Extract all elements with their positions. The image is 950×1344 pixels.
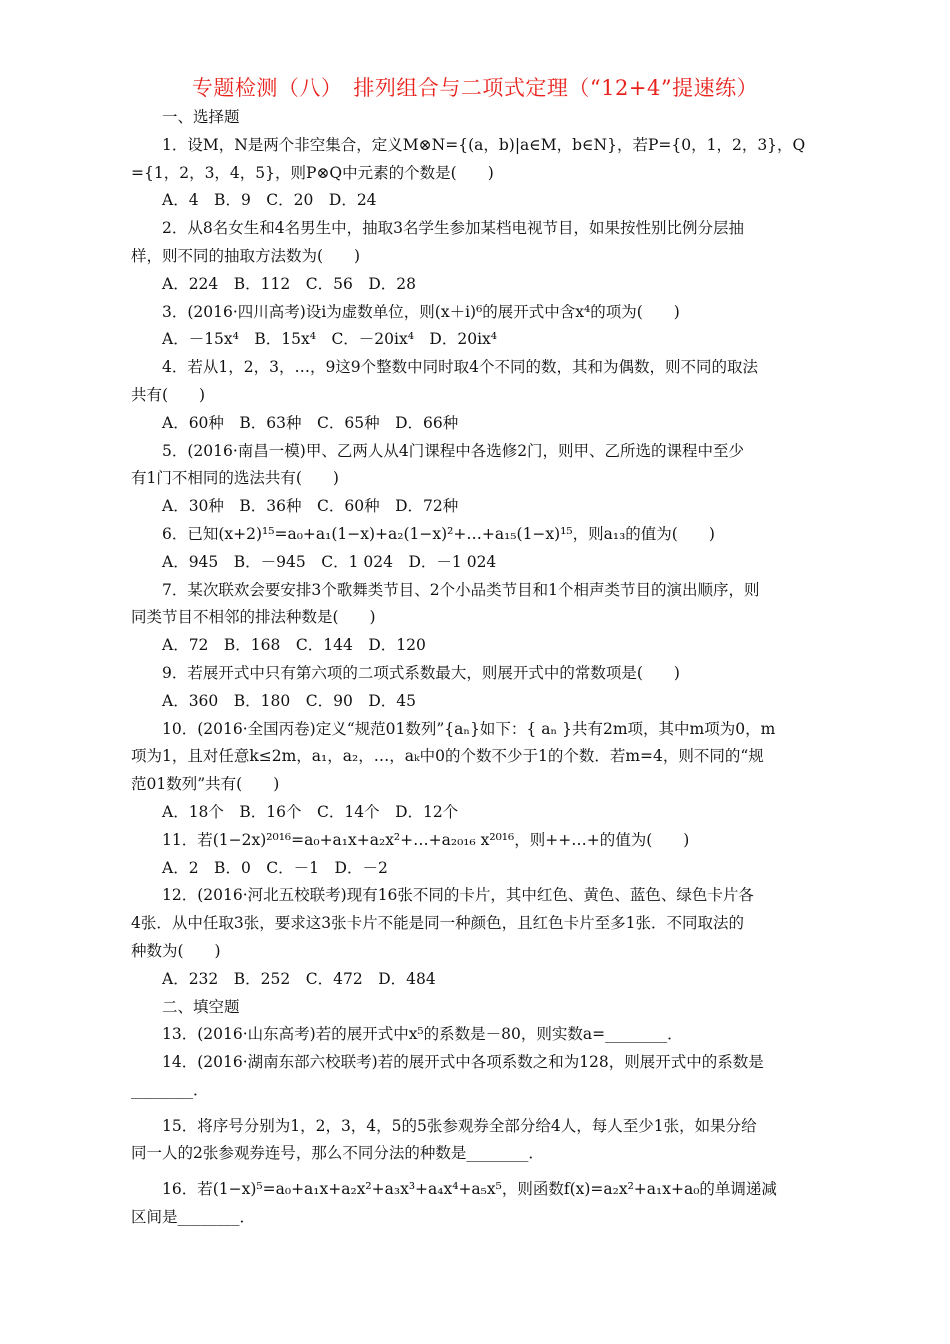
answer-options: A．18个 B．16个 C．14个 D．12个 — [162, 802, 459, 821]
question-text: 种数为( ) — [131, 941, 221, 960]
question-13 — [131, 1021, 819, 1049]
question-text: 区间是________． — [131, 1208, 256, 1227]
question-text: 样，则不同的抽取方法数为( ) — [131, 246, 361, 265]
spacer — [131, 1105, 819, 1113]
page-title: 专题检测（八） 排列组合与二项式定理（“12+4”提速练） — [191, 76, 759, 100]
question-14 — [131, 1049, 819, 1105]
question-text: 10．(2016·全国丙卷)定义“规范01数列”{aₙ}如下：{ aₙ }共有2m项，其中m项为0，m — [162, 719, 776, 738]
question-text: 15．将序号分别为1，2，3，4，5的5张参观券全部分给4人，每人至少1张，如果分给 — [162, 1116, 757, 1135]
answer-options: A．224 B．112 C．56 D．28 — [162, 274, 416, 293]
question-text: 4．若从1，2，3，…，9这9个整数中同时取4个不同的数，其和为偶数，则不同的取法 — [162, 358, 759, 377]
question-10 — [131, 716, 819, 827]
answer-options: A．2 B．0 C．－1 D．－2 — [162, 858, 388, 877]
question-text: 7．某次联欢会要安排3个歌舞类节目、2个小品类节目和1个相声类节目的演出顺序，则 — [162, 580, 760, 599]
question-text: ________． — [131, 1080, 209, 1099]
answer-options: A．－15x⁴ B．15x⁴ C．－20ix⁴ D．20ix⁴ — [162, 330, 497, 349]
question-text: 5．(2016·南昌一模)甲、乙两人从4门课程中各选修2门，则甲、乙所选的课程中至少 — [162, 441, 745, 460]
question-15 — [131, 1113, 819, 1169]
answer-options: A．30种 B．36种 C．60种 D．72种 — [162, 497, 459, 516]
question-text: 共有( ) — [131, 385, 206, 404]
question-text: 9．若展开式中只有第六项的二项式系数最大，则展开式中的常数项是( ) — [162, 663, 680, 682]
question-text: 同类节目不相邻的排法种数是( ) — [131, 608, 376, 627]
question-11 — [131, 827, 819, 883]
answer-options: A．232 B．252 C．472 D．484 — [162, 969, 436, 988]
question-12 — [131, 882, 819, 993]
document-body — [131, 104, 819, 1232]
question-6 — [131, 521, 819, 577]
question-5 — [131, 438, 819, 521]
answer-options: A．72 B．168 C．144 D．120 — [162, 636, 426, 655]
question-7 — [131, 577, 819, 660]
question-text: 2．从8名女生和4名男生中，抽取3名学生参加某档电视节目，如果按性别比例分层抽 — [162, 219, 744, 238]
question-text: 范01数列”共有( ) — [131, 775, 280, 794]
question-text: 1．设M，N是两个非空集合，定义M⊗N={(a，b)|a∈M，b∈N}，若P={0，1，2，3}，Q — [162, 135, 806, 154]
question-text: 同一人的2张参观券连号，那么不同分法的种数是________． — [131, 1144, 544, 1163]
question-text: ={1，2，3，4，5}，则P⊗Q中元素的个数是( ) — [131, 163, 494, 182]
question-3 — [131, 299, 819, 355]
question-16 — [131, 1176, 819, 1232]
question-text: 4张．从中任取3张，要求这3张卡片不能是同一种颜色，且红色卡片至多1张．不同取法的 — [131, 914, 744, 933]
question-text: 6．已知(x+2)¹⁵=a₀+a₁(1−x)+a₂(1−x)²+…+a₁₅(1−x)¹⁵，则a₁₃的值为( ) — [162, 524, 715, 543]
question-text: 12．(2016·河北五校联考)现有16张不同的卡片，其中红色、黄色、蓝色、绿色卡片各 — [162, 886, 754, 905]
question-text: 16．若(1−x)⁵=a₀+a₁x+a₂x²+a₃x³+a₄x⁴+a₅x⁵，则函数f(x)=a₂x²+a₁x+a₀的单调递减 — [162, 1180, 777, 1199]
section-heading-choice: 一、选择题 — [162, 108, 240, 126]
question-text: 14．(2016·湖南东部六校联考)若的展开式中各项系数之和为128，则展开式中的系数是 — [162, 1053, 764, 1072]
spacer — [131, 1168, 819, 1176]
question-text: 项为1，且对任意k≤2m，a₁，a₂，…，aₖ中0的个数不少于1的个数．若m=4，则不同的“规 — [131, 747, 764, 766]
section-heading-fill: 二、填空题 — [162, 997, 240, 1016]
question-text: 13．(2016·山东高考)若的展开式中x⁵的系数是－80，则实数a=________． — [162, 1025, 683, 1044]
answer-options: A．60种 B．63种 C．65种 D．66种 — [162, 413, 459, 432]
question-2 — [131, 215, 819, 298]
question-text: 11．若(1−2x)²⁰¹⁶=a₀+a₁x+a₂x²+…+a₂₀₁₆ x²⁰¹⁶，则++…+的值为( ) — [162, 830, 690, 849]
answer-options: A．945 B．－945 C．1 024 D．－1 024 — [162, 552, 497, 571]
question-text: 3．(2016·四川高考)设i为虚数单位，则(x＋i)⁶的展开式中含x⁴的项为( ) — [162, 302, 680, 321]
question-1 — [131, 132, 819, 215]
question-9 — [131, 660, 819, 716]
answer-options: A．360 B．180 C．90 D．45 — [162, 691, 416, 710]
question-text: 有1门不相同的选法共有( ) — [131, 469, 339, 488]
answer-options: A．4 B．9 C．20 D．24 — [162, 191, 377, 210]
question-4 — [131, 354, 819, 437]
